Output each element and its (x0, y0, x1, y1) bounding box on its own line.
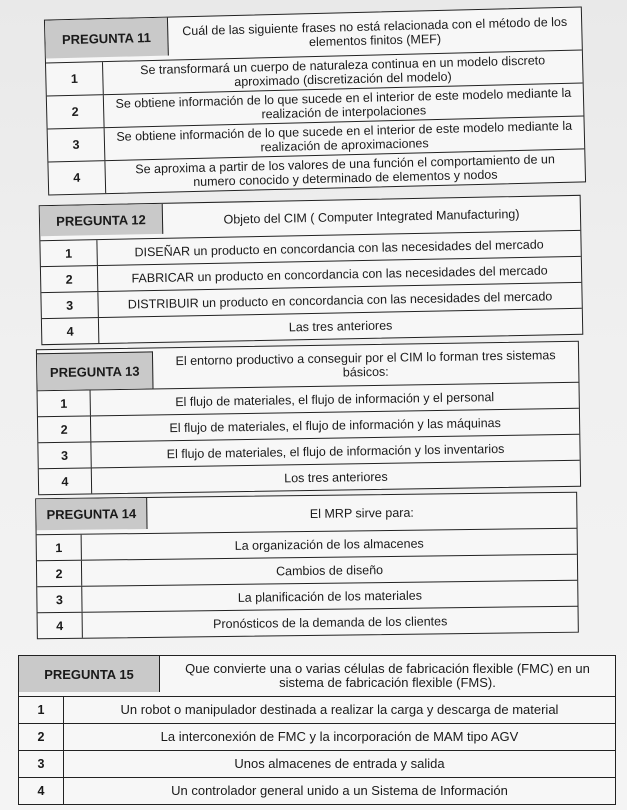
option-number: 4 (48, 161, 106, 194)
question-15-block (18, 655, 616, 805)
question-13-block (36, 341, 581, 496)
option-text: La interconexión de FMC y la incorporación de MAM tipo AGV (160, 729, 519, 744)
option-number: 2 (19, 724, 64, 750)
option-number: 3 (48, 128, 106, 161)
question-text: Que convierte una o varias células de fabricación flexible (FMC) en un sistema de fabricación flexible (FMS). (185, 661, 590, 690)
option-text: La planificación de los materiales (237, 588, 423, 605)
answer-option-4[interactable] (19, 778, 615, 804)
option-number: 4 (38, 613, 83, 639)
option-text: Se obtiene información de lo que sucede en el interior de este modelo mediante la realización de interpolaciones (115, 85, 572, 122)
option-number: 2 (38, 416, 91, 442)
question-label: PREGUNTA 14 (36, 498, 147, 530)
option-text: El flujo de materiales, el flujo de información y las máquinas (169, 415, 501, 435)
answer-option-3[interactable] (19, 751, 615, 778)
option-text: El flujo de materiales, el flujo de información y los inventarios (166, 441, 505, 461)
option-number: 4 (19, 778, 64, 804)
option-number: 1 (19, 697, 64, 723)
question-text: El MRP sirve para: (309, 505, 414, 521)
option-text: Pronósticos de la demanda de los clientes (213, 613, 448, 631)
question-header (19, 656, 615, 697)
option-number: 1 (38, 390, 91, 416)
option-number: 3 (19, 751, 64, 777)
option-text: Las tres anteriores (288, 317, 393, 334)
option-text: FABRICAR un producto en concordancia con las necesidades del mercado (131, 262, 548, 285)
option-text: Un robot o manipulador destinada a realizar la carga y descarga de material (120, 702, 559, 717)
option-number: 3 (41, 292, 98, 318)
answer-option-2[interactable] (19, 724, 615, 751)
option-text: Un controlador general unido a un Sistema de Información (171, 783, 508, 798)
option-number: 3 (37, 587, 82, 613)
option-number: 1 (46, 62, 104, 95)
option-text: DISTRIBUIR un producto en concordancia con las necesidades del mercado (127, 288, 553, 312)
option-number: 3 (38, 442, 91, 468)
option-number: 2 (37, 561, 82, 587)
question-14-block (35, 492, 579, 640)
question-11-block (44, 6, 586, 195)
option-text: Unos almacenes de entrada y salida (234, 756, 445, 771)
option-text: Cambios de diseño (275, 562, 384, 578)
option-number: 4 (42, 318, 99, 344)
question-label: PREGUNTA 11 (45, 18, 169, 59)
answer-option-1[interactable] (19, 697, 615, 724)
option-text: Se aproxima a partir de los valores de una función el comportamiento de un numero conocido y determinado de elementos y nodos (135, 152, 556, 189)
question-label: PREGUNTA 13 (37, 351, 154, 390)
option-number: 2 (47, 95, 105, 128)
question-label: PREGUNTA 15 (19, 656, 160, 692)
option-text: Se transformará un cuerpo de naturaleza continua en un modelo discreto aproximado (discretización del modelo) (139, 53, 546, 89)
question-text: Objeto del CIM ( Computer Integrated Manufacturing) (223, 206, 520, 227)
option-text: El flujo de materiales, el flujo de información y el personal (175, 389, 495, 409)
option-text: Se obtiene información de lo que sucede en el interior de este modelo mediante la realización de aproximaciones (116, 118, 573, 155)
question-12-block (39, 195, 584, 345)
question-label: PREGUNTA 12 (40, 204, 164, 236)
option-number: 1 (37, 535, 82, 561)
question-text: Cuál de las siguiente frases no está relacionada con el método de los elementos finitos (MEF) (182, 14, 568, 50)
option-number: 1 (40, 240, 97, 266)
option-text: La organización de los almacenes (234, 536, 424, 553)
option-number: 4 (39, 468, 92, 494)
answer-option-4[interactable] (38, 607, 578, 639)
question-text: El entorno productivo a conseguir por el CIM lo forman tres sistemas básicos: (175, 348, 556, 380)
option-number: 2 (41, 266, 98, 292)
option-text: Los tres anteriores (284, 469, 388, 485)
option-text: DISEÑAR un producto en concordancia con las necesidades del mercado (134, 237, 544, 259)
